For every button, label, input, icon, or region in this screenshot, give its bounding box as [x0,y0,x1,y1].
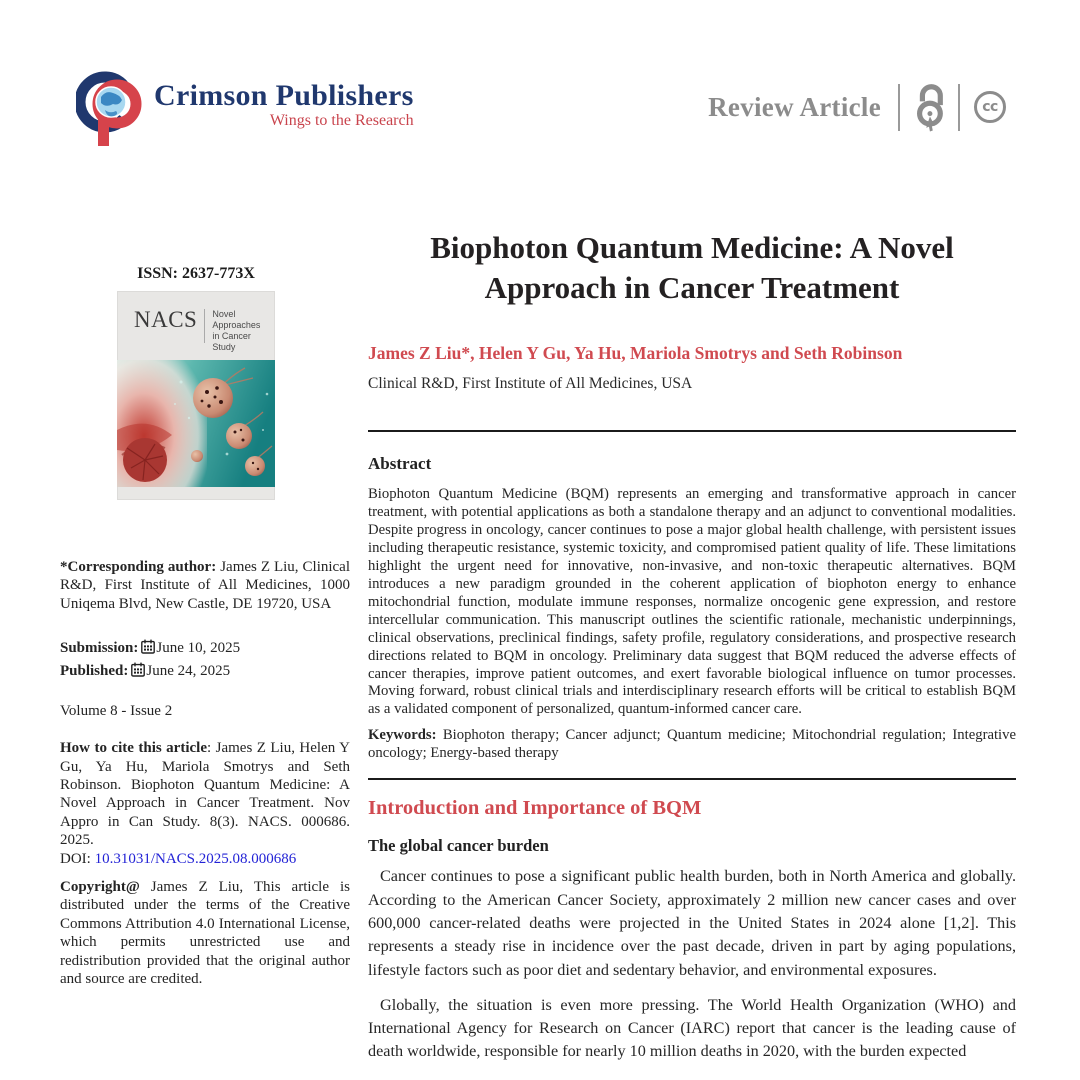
journal-cover [117,291,275,500]
copyright-label: Copyright@ [60,879,140,896]
header-meta [708,78,1006,136]
abstract-text: Biophoton Quantum Medicine (BQM) represents an emerging and transformative approach in cancer treatment, with potential applications as both a standalone therapy and an adjunct to conventional modalities. Despite progress in oncology, cancer continues to pose a major global health challenge, with persistent issues including therapeutic resistance, systemic toxicity, and compromised patient quality of life. These limitations highlight the urgent need for innovative, non-invasive, and non-toxic therapeutic alternatives. BQM introduces a new paradigm grounded in the coherent application of biophoton energy to enhance mitochondrial function, modulate immune responses, normalize oncogenic gene expression, and restore intercellular communication. This manuscript outlines the scientific rationale, mechanistic underpinnings, clinical observations, preclinical findings, safety profile, regulatory considerations, and prospective research directions related to BQM in oncology. Preliminary data suggest that BQM reduced the adverse effects of cancer therapies, improve patient outcomes, and exert favorable biological influence on tumor processes. Moving forward, robust clinical trials and interdisciplinary research efforts will be critical to establish BQM as a validated component of personalized, quantum-informed cancer care. [368,486,1016,718]
issn-label: ISSN: 2637-773X [137,265,255,282]
article-info-sidebar [60,264,350,989]
section-heading: Introduction and Importance of BQM [368,797,702,820]
doi-line [60,850,350,868]
journal-cover-column [117,264,275,500]
copyright-text: James Z Liu, This article is distributed under the terms of the Creative Commons Attribution 4.0 International License, which permits unrestricted use and redistribution provided that the original author and source are credited. [60,879,351,988]
horizontal-rule [368,778,1016,780]
corresponding-author-text: James Z Liu, Clinical R&D, First Institute of All Medicines, 1000 Uniqema Blvd, New Castle, DE 19720, USA [60,559,351,612]
journal-cover-header [117,291,275,360]
calendar-icon [141,639,155,654]
body-paragraph: Globally, the situation is even more pressing. The World Health Organization (WHO) and International Agency for Research on Cancer (IARC) report that cancer is the leading cause of death worldwide, responsible for nearly 10 million deaths in 2020, with the burden expected [368,995,1016,1061]
publisher-name: Crimson Publishers [154,79,414,112]
keywords-label: Keywords: [368,727,437,744]
submission-date: June 10, 2025 [156,640,241,657]
corresponding-author-label: *Corresponding author: [60,559,217,575]
divider [958,84,960,131]
journal-cover-image [117,360,275,487]
journal-title: Novel Approaches in Cancer Study [212,309,261,352]
divider [898,84,900,131]
cite-text: : James Z Liu, Helen Y Gu, Ya Hu, Mariola Smotrys and Seth Robinson. Biophoton Quantum Medicine: A Novel Approach in Cancer Treatment. Nov Appro in Can Study. 8(3). NACS. 000686. 2025. [60,740,350,849]
article-authors: James Z Liu*, Helen Y Gu, Ya Hu, Mariola Smotrys and Seth Robinson [368,343,903,363]
keywords-line [368,726,1016,762]
subsection-heading: The global cancer burden [368,836,549,856]
cite-label: How to cite this article [60,740,207,757]
body-paragraph: Cancer continues to pose a significant public health burden, both in North America and globally. According to the American Cancer Society, approximately 2 million new cancer cases and over 600,000 cancer-related deaths were projected in the United States in 2024 alone [1,2]. This represents a steady rise in incidence over the past decade, driven in part by aging populations, lifestyle factors such as poor diet and sedentary behavior, and environmental exposures. [368,867,1016,979]
cp-globe-logo-icon [76,68,142,152]
divider [204,309,205,343]
submission-date-line [60,637,350,660]
doi-label: DOI: [60,850,91,867]
published-label: Published: [60,662,129,679]
doi-link[interactable]: 10.31031/NACS.2025.08.000686 [94,850,297,867]
article-type-label: Review Article [708,91,881,122]
abstract-heading: Abstract [368,454,432,473]
published-date: June 24, 2025 [146,662,231,679]
citation-block [60,739,350,868]
volume-issue: Volume 8 - Issue 2 [60,703,173,720]
publisher-tagline: Wings to the Research [269,112,414,129]
corresponding-author-block [60,558,350,613]
article-affiliation: Clinical R&D, First Institute of All Medicines, USA [368,375,693,392]
calendar-icon [131,662,145,677]
journal-abbreviation: NACS [134,307,198,332]
published-date-line [60,660,350,683]
copyright-block [60,878,350,988]
publisher-logo [76,68,414,152]
open-access-icon [913,81,945,133]
publisher-wordmark [154,68,414,152]
article-main-column [368,228,1016,1064]
dates-block [60,637,350,682]
article-title: Biophoton Quantum Medicine: A Novel Approach in Cancer Treatment [430,230,954,305]
keywords-text: Biophoton therapy; Cancer adjunct; Quantum medicine; Mitochondrial regulation; Integrative oncology; Energy-based therapy [368,727,1017,762]
submission-label: Submission: [60,640,139,657]
creative-commons-icon: cc [974,91,1006,123]
horizontal-rule [368,430,1016,432]
